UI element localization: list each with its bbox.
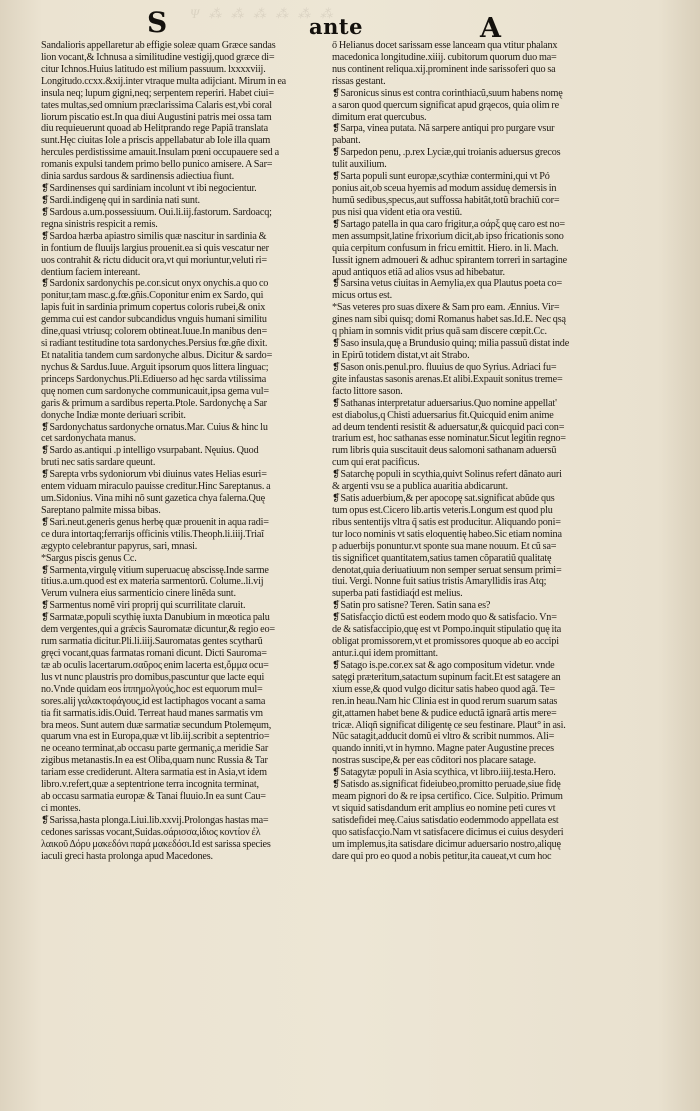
text-line: insula neq; lupum gigni,neq; serpentem reperiri. Habet ciui=	[41, 87, 274, 99]
text-line: tis significet quantitatem,satius tamen cõparatiũ qualitatę	[332, 552, 552, 564]
text-line: *Sargus piscis genus Cc.	[41, 552, 137, 564]
text-line: lapis fuit in sardinia primum copertus coloris rubei,& onix	[41, 302, 266, 314]
text-line: ❡Saso insula,quę a Brundusio quinq; milia passuũ distat inde	[332, 338, 570, 350]
text-line: ribus sententijs vltra q̃ satis est producitur. Aliquando poni=	[332, 516, 561, 528]
text-line: ❡Sarpa, vinea putata. Nã sarpere antiqui pro purgare vsur	[332, 123, 555, 135]
text-line: ❡Sardous a.um.possessiuum. Oui.li.iij.fastorum. Sardoacq;	[41, 206, 272, 218]
text-line: ❡Sason onis.penul.pro. fluuius de quo Syrius. Adriaci fu=	[332, 361, 557, 373]
text-line: gręci vocant,quas farmatas romani dicunt. Dicti Sauroma=	[41, 648, 267, 660]
text-line: ❡Sardo as.antiqui .p intelligo vsurpabant. Nęuius. Quod	[41, 445, 259, 457]
text-line: pabant.	[332, 135, 361, 147]
text-line: dare qui pro eo quod a nobis petitur,ita caueat,vt cum hoc	[332, 850, 552, 862]
text-line: gemma cui est candor subcandidus vnguis humani similitu	[41, 314, 267, 326]
text-line: ❡Satis aduerbium,& per apocopę sat.significat abũde qus	[332, 493, 555, 505]
text-line: ❡Sardi.indigenę qui in sardinia nati sunt.	[41, 194, 200, 206]
text-line: a saron quod quercum significat apud grąecos, quia olim re	[332, 99, 559, 111]
text-line: trarium est, hoc sathanas esse nominatur.Sicut legitin regno=	[332, 433, 566, 445]
text-line: uos contrahit & rictu diducit ora,vt qui moriuntur,veluti ri=	[41, 254, 267, 266]
text-line: de & satisfaccipio,quę est vt Pompo.inquit stipulatio quę ita	[332, 624, 562, 636]
text-line: dinia sardus sardous & sardinensis adiectiua fiunt.	[41, 171, 234, 183]
text-line: ren.in heau.Nam hic Clinia est in quod rerum suarum satas	[332, 695, 558, 707]
text-line: rissas gestant.	[332, 75, 386, 87]
text-line: *Sas veteres pro suas dixere & Sam pro eam. Ænnius. Vir=	[332, 302, 560, 314]
text-line: est diabolus,q Chisti aduersarius fit.Quicquid enim anime	[332, 409, 554, 421]
text-line: nychus & Sardus.Iuue. Arguit ipsorum quos littera linguac;	[41, 361, 269, 373]
text-line: quo satisfacçio.Nam vt satisfacere dicimus ei cuius desyderi	[332, 826, 564, 838]
text-line: ❡Satagytæ populi in Asia scythica, vt libro.iiij.testa.Hero.	[332, 767, 556, 779]
text-line: λαικοῦ Δόρυ μακεδόνι παρά μακεδόσι.Id est sarissa species	[41, 838, 271, 850]
running-title: ante	[309, 14, 363, 39]
text-line: ne oceano terminat,ab occasu parte germaniç,a meridie Sar	[41, 743, 269, 755]
text-line: no.Vnde quidam eos ἱππημολγούς,hoc est equorum mul=	[41, 683, 263, 695]
text-line: Verum vulnera eius sarmenticio cinere linẽda sunt.	[41, 588, 236, 600]
text-line: si radiant testitudine tota sardonyches.Persius fœ.gñe dixit.	[41, 338, 268, 350]
text-line: in Epirũ totidem distat,vt ait Strabo.	[332, 349, 470, 361]
text-line: cet sardonychata manus.	[41, 433, 136, 445]
text-line: humũ sedibus,specus,aut suffossa habitãt,totũ brachiũ cor=	[332, 194, 560, 206]
text-line: garis & primum a sardibus reperta.Ptole. Sardonychę a Sar	[41, 397, 267, 409]
text-line: ❡Satisfacçio dictũ est eodem modo quo & satisfacio. Vn=	[332, 612, 557, 624]
text-line: ❡Sardonix sardonychis pe.cor.sicut onyx onychis.a quo co	[41, 278, 269, 290]
text-line: entem viduam miraculo pauisse creditur.Hinc Sareptanus. a	[41, 481, 271, 493]
text-line: Sareptano palmite missa bibas.	[41, 504, 161, 516]
text-line: ponius ait,ob sceua hyemis ad modum assiduę demersis in	[332, 183, 557, 195]
text-line: cum qui erat pacificus.	[332, 457, 420, 469]
text-line: dentium faciem intereant.	[41, 266, 141, 278]
text-line: tæ ab oculis lacertarum.σαῦρος enim lacerta est,ὄμμα ocu=	[41, 659, 269, 671]
text-line: regna sinistris respicit a remis.	[41, 218, 158, 230]
text-line: in fontium de fluuijs largius prouenit.ea si quis vescatur ner	[41, 242, 269, 254]
text-line: um.Sidonius. Vina mihi nõ sunt gazetica chya falerna.Quę	[41, 493, 265, 505]
text-line: ægypto celebrantur papyrus, sari, mnasi.	[41, 540, 198, 552]
text-line: titius.a.um.quod est ex materia sarmentorũ. Colume..li.vij	[41, 576, 264, 588]
text-line: Et natalitia tandem cum sardonyche albus. Dicitur & sardo=	[41, 349, 273, 361]
text-line: apud antiquos etiã ad alios vsus ad hibebatur.	[332, 266, 505, 278]
text-line: sunt.Hęc ciuitas Iole a priscis appellabatur ab Iole illa quam	[41, 135, 271, 147]
text-line: ❡Sarepta vrbs sydoniorum vbi diuinus vates Helias esuri=	[41, 469, 267, 481]
text-line: ❡Sarta populi sunt europæ,scythiæ contermini,qui vt Pó	[332, 171, 550, 183]
text-line: bruti nec satis sardare queunt.	[41, 457, 156, 469]
text-line: Iussit ignem admoueri & adhuc spirantem torreri in sartagine	[332, 254, 567, 266]
text-line: meam pignori do & re ipsa certifico. Cice. Sulpitio. Primum	[332, 791, 563, 803]
text-line: facto littore sason.	[332, 385, 403, 397]
text-line: ad deum tendenti resistit & aduersatur,& quicquid paci con=	[332, 421, 565, 433]
header-initial-right: A	[480, 13, 501, 44]
text-line: ❡Sarmatæ,populi scythię iuxta Danubium in mœotica palu	[41, 612, 270, 624]
text-line: ❡Sarmentus nomẽ viri proprij qui scurrilitate claruit.	[41, 600, 246, 612]
left-text-column	[41, 40, 315, 1090]
text-line: liorum piscatio est.In qua diui Augustini patris mei ossa tam	[41, 111, 272, 123]
text-line: cedones sarissas vocant,Suidas.σάρισσα,ἰδιος κοντίον ἐλ	[41, 826, 261, 838]
text-line: princeps Sardonychus.Pli.Ediuerso ad hęc sarda vtilissima	[41, 373, 267, 385]
text-line: nostras suscipe,& per eas cõditori nos placare satage.	[332, 755, 536, 767]
text-line: donyche Indiæ monte deriuari scribit.	[41, 409, 186, 421]
header-initial-left: S	[147, 6, 168, 39]
text-line: q phiam in somnis vidit prius quā sam discere cœpit.Cc.	[332, 326, 547, 338]
text-line: ❡Sathanas interpretatur aduersarius.Quo nomine appellat'	[332, 397, 557, 409]
text-line: rum sarmatia dicitur.Pli.li.iiij.Sauromatas gentes scytharũ	[41, 636, 263, 648]
text-line: ❡Satin pro satisne? Teren. Satin sana es?	[332, 600, 491, 612]
text-line: denotat,quia deriuatiuum non semper seruat sensum primi=	[332, 564, 562, 576]
text-line: libro.v.refert,quæ a septentrione terra incognita terminat,	[41, 779, 259, 791]
text-line: gite infaustas sasonis arenas.Et alibi.Expauit sonitus treme=	[332, 373, 563, 385]
text-line: obligat promissorem,vt et promissores quoque ab eo accipi	[332, 636, 559, 648]
text-line: tur loco nominis vt satis eloquentię habeo.Sic etiam nomina	[332, 528, 562, 540]
text-line: tariam esse crediderunt. Altera sarmatia est in Asia,vt idem	[41, 767, 267, 779]
text-line: ❡Satago is.pe.cor.ex sat & ago compositum videtur. vnde	[332, 659, 555, 671]
text-line: men assumpsit,latine frixorium dicit,ab ipso fricationis sono	[332, 230, 564, 242]
text-line: macedonica longitudine.xiiij. cubitorum quorum duo ma=	[332, 51, 557, 63]
text-line: tulit auxilium.	[332, 159, 387, 171]
text-line: ❡Sarpedon penu, .p.rex Lyciæ,qui troianis aduersus grecos	[332, 147, 561, 159]
text-line: ❡Sarsina vetus ciuitas in Aemylia,ex qua Plautus poeta co=	[332, 278, 563, 290]
text-line: ci montes.	[41, 803, 81, 814]
text-line: micus ortus est.	[332, 290, 392, 302]
text-line: nus continent reliqua.xij.prominent inde sarissoferi quo sa	[332, 63, 556, 75]
text-line: sores.alij γαλακτοφάγους,id est lactiphagos vocant a sama	[41, 695, 266, 707]
text-line: vt siquid satisdandum erit amplius eo nomine peti cures vt	[332, 803, 556, 814]
text-line: um implemus,ita satisdare dicimur aduersario nostro,aliquę	[332, 838, 561, 850]
text-line: satęgi præteritum,satactum supinum facit.Et est satagere an	[332, 671, 561, 683]
text-line: p aduerbijs ponuntur.vt sponte sua mane nouum. Et cũ sa=	[332, 540, 557, 552]
text-line: ❡Sari.neut.generis genus herbę quæ prouenit in aqua radi=	[41, 516, 269, 528]
text-line: ő Helianus docet sarissam esse lanceam qua vtitur phalanx	[332, 40, 558, 51]
text-line: ❡Saronicus sinus est contra corinthiacũ,suum habens nomę	[332, 87, 563, 99]
text-line: diu requieuerunt quoad ab Helitprando rege Papiã translata	[41, 123, 268, 135]
text-line: lus vt nunc plaustris pro domibus,pascuntur que lacte equi	[41, 671, 265, 683]
text-line: ❡Sardonychatus sardonyche ornatus.Mar. Cuius & hinc lu	[41, 421, 268, 433]
show-through-text: Ψ ⁂ ⁂ ⁂ ⁂ ⁂ ⁂	[190, 6, 336, 20]
text-line: ponitur,tam masc.g.fœ.gñis.Coponitur enim ex Sardo, qui	[41, 290, 264, 302]
text-line: romanis expulsi tandem primo bello punico amisere. A Sar=	[41, 159, 273, 171]
text-line: git,attamen habet bene & pudice eductã ignarã artis mere=	[332, 707, 557, 719]
text-line: xium esse,& quod vulgo dicitur satis habeo quod agã. Te=	[332, 683, 555, 695]
text-line: ❡Sarissa,hasta plonga.Liui.lib.xxvij.Prolongas hastas ma=	[41, 814, 269, 826]
text-line: dine,quasi vtriusq; colorem obtineat.Iuue.In manibus den=	[41, 326, 268, 338]
text-line: ❡Satarchę populi in scythia,quivt Solinus refert dãnato auri	[332, 469, 562, 481]
text-line: tum opus est.Cicero lib.artis veteris.Longum est quod plu	[332, 504, 553, 516]
text-line: ce dura intortaq;ferrarijs officinis vtilis.Theoph.li.iiij.Triaĩ	[41, 528, 264, 540]
text-line: ab occasu sarmatia europæ & Tanai fluuio.In ea sunt Cau=	[41, 791, 266, 803]
text-line: satisdefidei meę.Caius satisdatio eodemmodo appellata est	[332, 814, 559, 826]
text-line: iaculi greci hasta prolonga apud Macedones.	[41, 850, 213, 862]
text-line: tates multas,sed omnium præclarissima Calaris est,vbi coral	[41, 99, 272, 111]
text-line: Longitudo.ccxx.&xij.inter vtraque multa adijciant. Mirum in ea	[41, 75, 287, 87]
text-line: dem vergentes,qui a grǽcis Sauromatæ dicuntur,& regio eo=	[41, 624, 275, 636]
text-line: antur.i.qui idem promittant.	[332, 648, 438, 660]
right-text-column	[332, 40, 650, 1090]
text-line: Nũc satagit,adducit domũ ei vltro & scribit nummos. Ali=	[332, 731, 555, 743]
text-line: lion vocant,& Ichnusa a similitudine vestigij,quod græce di=	[41, 51, 275, 63]
text-line: ❡Sarmenta,virgulę vitium superuacuę abscissę.Inde sarme	[41, 564, 269, 576]
text-line: tiui. Vergi. Nonne fuit satius tristis Amaryllidis iras Atq;	[332, 576, 547, 588]
text-line: zigibus metanastis.In ea est Oliba,quam nunc Russia & Tar	[41, 755, 268, 767]
text-line: & argenti vsu se a publica auaritia abdicarunt.	[332, 481, 508, 493]
page-header	[0, 0, 700, 44]
text-line: gines nam sibi quisq; domi Romanus habet sas.Id.E. Nec qsą	[332, 314, 566, 326]
text-line: dimitum erat quercubus.	[332, 111, 427, 123]
text-line: quę nomen cum sardonyche communicauit,ipsa gema vul=	[41, 385, 269, 397]
text-line: pus nisi qua vident etia ora vestiũ.	[332, 206, 463, 218]
text-line: ❡Satisdo as.significat fideiubeo,promitto peruade,siue fidę	[332, 779, 561, 791]
text-line: superba pati fastidiaq́d est melius.	[332, 588, 463, 600]
text-line: quando inniti,vt in hymno. Magne pater Augustine preces	[332, 743, 554, 755]
text-line: tricæ. Aliqñ significat diligentę ce seu festinare. Plaut° in asi.	[332, 719, 566, 731]
text-line: Sandalioris appellaretur ab effigie soleæ quam Græce sandas	[41, 40, 276, 51]
text-line: ❡Sardinenses qui sardiniam incolunt vt ibi negocientur.	[41, 183, 257, 195]
text-line: citur Ichnos.Huius latitudo est milium passuum. lxxxxviij.	[41, 63, 266, 75]
text-line: hercules perdistissime amauit.Insulam pœni occupauere sed a	[41, 147, 279, 159]
text-line: quia cerpitum confusum in fricu emittit. Hiero. in li. Mach.	[332, 242, 559, 254]
text-line: quarum vna est in Europa,quæ vt lib.iij.scribit a septentrio=	[41, 731, 270, 743]
text-line: ❡Sardoa hærba apiastro similis quæ nascitur in sardinia &	[41, 230, 267, 242]
text-line: rum libris quia suscitauit deus salomoni sathanam aduersũ	[332, 445, 557, 457]
text-line: tia fit sarmatis.idis.Ouid. Terreat haud manes sarmatis vm	[41, 707, 263, 719]
text-line: ❡Sartago patella in qua caro frigitur,a σάρξ quę caro est no=	[332, 218, 565, 230]
text-line: bra meos. Sunt autem duæ sarmatiæ secundum Ptolemęum,	[41, 719, 272, 731]
